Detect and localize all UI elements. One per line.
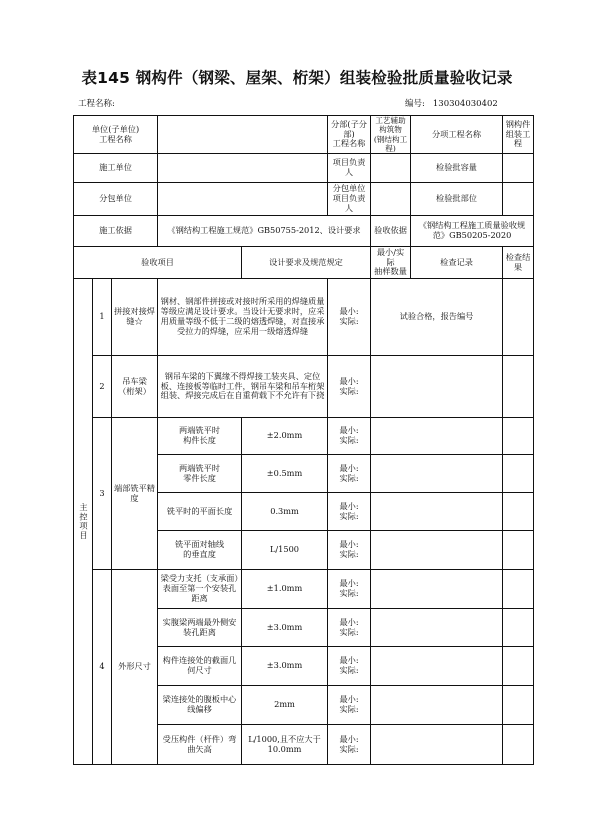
spec-value: ±1.0mm [242,570,328,609]
page-title: 表145 钢构件（钢梁、屋架、桁架）组装检验批质量验收记录 [81,69,513,87]
item-number: 2 [93,356,112,418]
header-row-unit [74,116,534,154]
sub-item-name: 两端铣平时 构件长度 [158,418,242,455]
sample-quantity: 最小: 实际: [328,531,371,570]
inspection-result[interactable] [503,455,534,493]
spec-value: ±3.0mm [242,647,328,686]
sample-quantity: 最小: 实际: [328,609,371,647]
item-number: 3 [93,418,112,570]
inspection-result[interactable] [503,418,534,455]
spec-value: ±0.5mm [242,455,328,493]
item-number: 1 [93,279,112,356]
spec-value: L/1000,且不应大于10.0mm [242,725,328,765]
construction-unit-value[interactable] [158,154,328,183]
col-sample: 最小/实际 抽样数量 [371,247,411,279]
table-row [74,356,534,418]
batch-capacity-label: 检验批容量 [411,154,503,183]
number-value: 130304030402 [432,99,498,109]
header-row-subcontract [74,183,534,216]
col-result: 检查结果 [503,247,534,279]
inspection-record[interactable] [371,609,503,647]
item-number: 4 [93,570,112,765]
spec-value: 2mm [242,686,328,725]
acceptance-record-table [73,115,534,765]
inspection-result[interactable] [503,647,534,686]
inspection-record[interactable] [371,531,503,570]
inspection-record[interactable] [371,570,503,609]
spec-value: L/1500 [242,531,328,570]
sub-item-name: 铣平时的平面长度 [158,493,242,531]
number-label: 编号: [405,99,425,109]
division-label: 分部(子分部) 工程名称 [328,116,371,154]
basis-value: 《钢结构工程施工规范》GB50755-2012、设计要求 [158,216,371,247]
unit-label: 单位(子单位) 工程名称 [74,116,158,154]
subcontract-unit-value[interactable] [158,183,328,216]
inspection-record[interactable] [371,356,503,418]
inspection-record[interactable] [371,686,503,725]
sample-quantity: 最小: 实际: [328,647,371,686]
main-control-label: 主控项目 [74,279,93,765]
spec-value: ±3.0mm [242,609,328,647]
inspection-record[interactable] [371,647,503,686]
item-name: 吊车梁 （桁架） [112,356,158,418]
sub-item-name: 铣平面对轴线 的垂直度 [158,531,242,570]
batch-capacity-value[interactable] [503,154,534,183]
design-requirement: 钢吊车梁的下翼缘不得焊接工装夹具、定位板、连接板等临时工件，钢吊车梁和吊车桁架组装、焊接完成后在自重荷载下不允许有下挠 [158,356,328,418]
division-value: 工艺辅助构筑物 (钢结构工程) [371,116,411,154]
col-record: 检查记录 [411,247,503,279]
acceptance-basis-value: 《钢结构工程施工质量验收规范》GB50205-2020 [411,216,534,247]
inspection-result[interactable] [503,356,534,418]
project-leader-label: 项目负责人 [328,154,371,183]
sample-quantity: 最小: 实际: [328,455,371,493]
project-name-label: 工程名称: [78,99,115,109]
inspection-result[interactable] [503,570,534,609]
sub-item-name: 梁受力支托（支承面）表面至第一个安装孔距离 [158,570,242,609]
col-design: 设计要求及规范规定 [242,247,371,279]
subitem-label: 分项工程名称 [411,116,503,154]
project-leader-value[interactable] [371,154,411,183]
table-row [74,418,534,455]
inspection-result[interactable] [503,609,534,647]
sample-quantity: 最小: 实际: [328,686,371,725]
inspection-record[interactable] [371,418,503,455]
header-row-construction [74,154,534,183]
inspection-record[interactable] [371,725,503,765]
record-number [405,97,498,109]
spec-value: ±2.0mm [242,418,328,455]
item-name: 端部铣平精度 [112,418,158,570]
table-row [74,279,534,356]
subcontract-leader-value[interactable] [371,183,411,216]
sample-quantity: 最小: 实际: [328,279,371,356]
sample-quantity: 最小: 实际: [328,493,371,531]
spec-value: 0.3mm [242,493,328,531]
acceptance-basis-label: 验收依据 [371,216,411,247]
unit-value[interactable] [158,116,328,154]
sample-quantity: 最小: 实际: [328,570,371,609]
basis-label: 施工依据 [74,216,158,247]
sub-item-name: 受压构件（杆件）弯曲矢高 [158,725,242,765]
header-row-basis [74,216,534,247]
item-name: 拼接对接焊缝☆ [112,279,158,356]
inspection-result[interactable] [503,531,534,570]
inspection-record[interactable] [371,455,503,493]
inspection-result[interactable] [503,279,534,356]
inspection-result[interactable] [503,493,534,531]
inspection-result[interactable] [503,725,534,765]
batch-location-label: 检验批部位 [411,183,503,216]
sub-item-name: 梁连接处的腹板中心线偏移 [158,686,242,725]
inspection-record[interactable] [371,493,503,531]
batch-location-value[interactable] [503,183,534,216]
subcontract-unit-label: 分包单位 [74,183,158,216]
table-row [74,570,534,609]
col-item: 验收项目 [74,247,242,279]
design-requirement: 钢材、钢部件拼接或对接时所采用的焊缝质量等级应满足设计要求。当设计无要求时，应采用质量等级不低于二级的熔透焊缝，对直接承受拉力的焊缝，应采用一级熔透焊缝 [158,279,328,356]
item-name: 外形尺寸 [112,570,158,765]
sample-quantity: 最小: 实际: [328,418,371,455]
sub-item-name: 构件连接处的截面几何尺寸 [158,647,242,686]
sample-quantity: 最小: 实际: [328,356,371,418]
inspection-result[interactable] [503,686,534,725]
inspection-record: 试验合格，报告编号 [371,279,503,356]
sub-item-name: 实腹梁两端最外侧安装孔距离 [158,609,242,647]
subcontract-leader-label: 分包单位 项目负责人 [328,183,371,216]
sub-item-name: 两端铣平时 零件长度 [158,455,242,493]
subitem-value: 钢构件组装工程 [503,116,534,154]
column-header-row [74,247,534,279]
sample-quantity: 最小: 实际: [328,725,371,765]
construction-unit-label: 施工单位 [74,154,158,183]
